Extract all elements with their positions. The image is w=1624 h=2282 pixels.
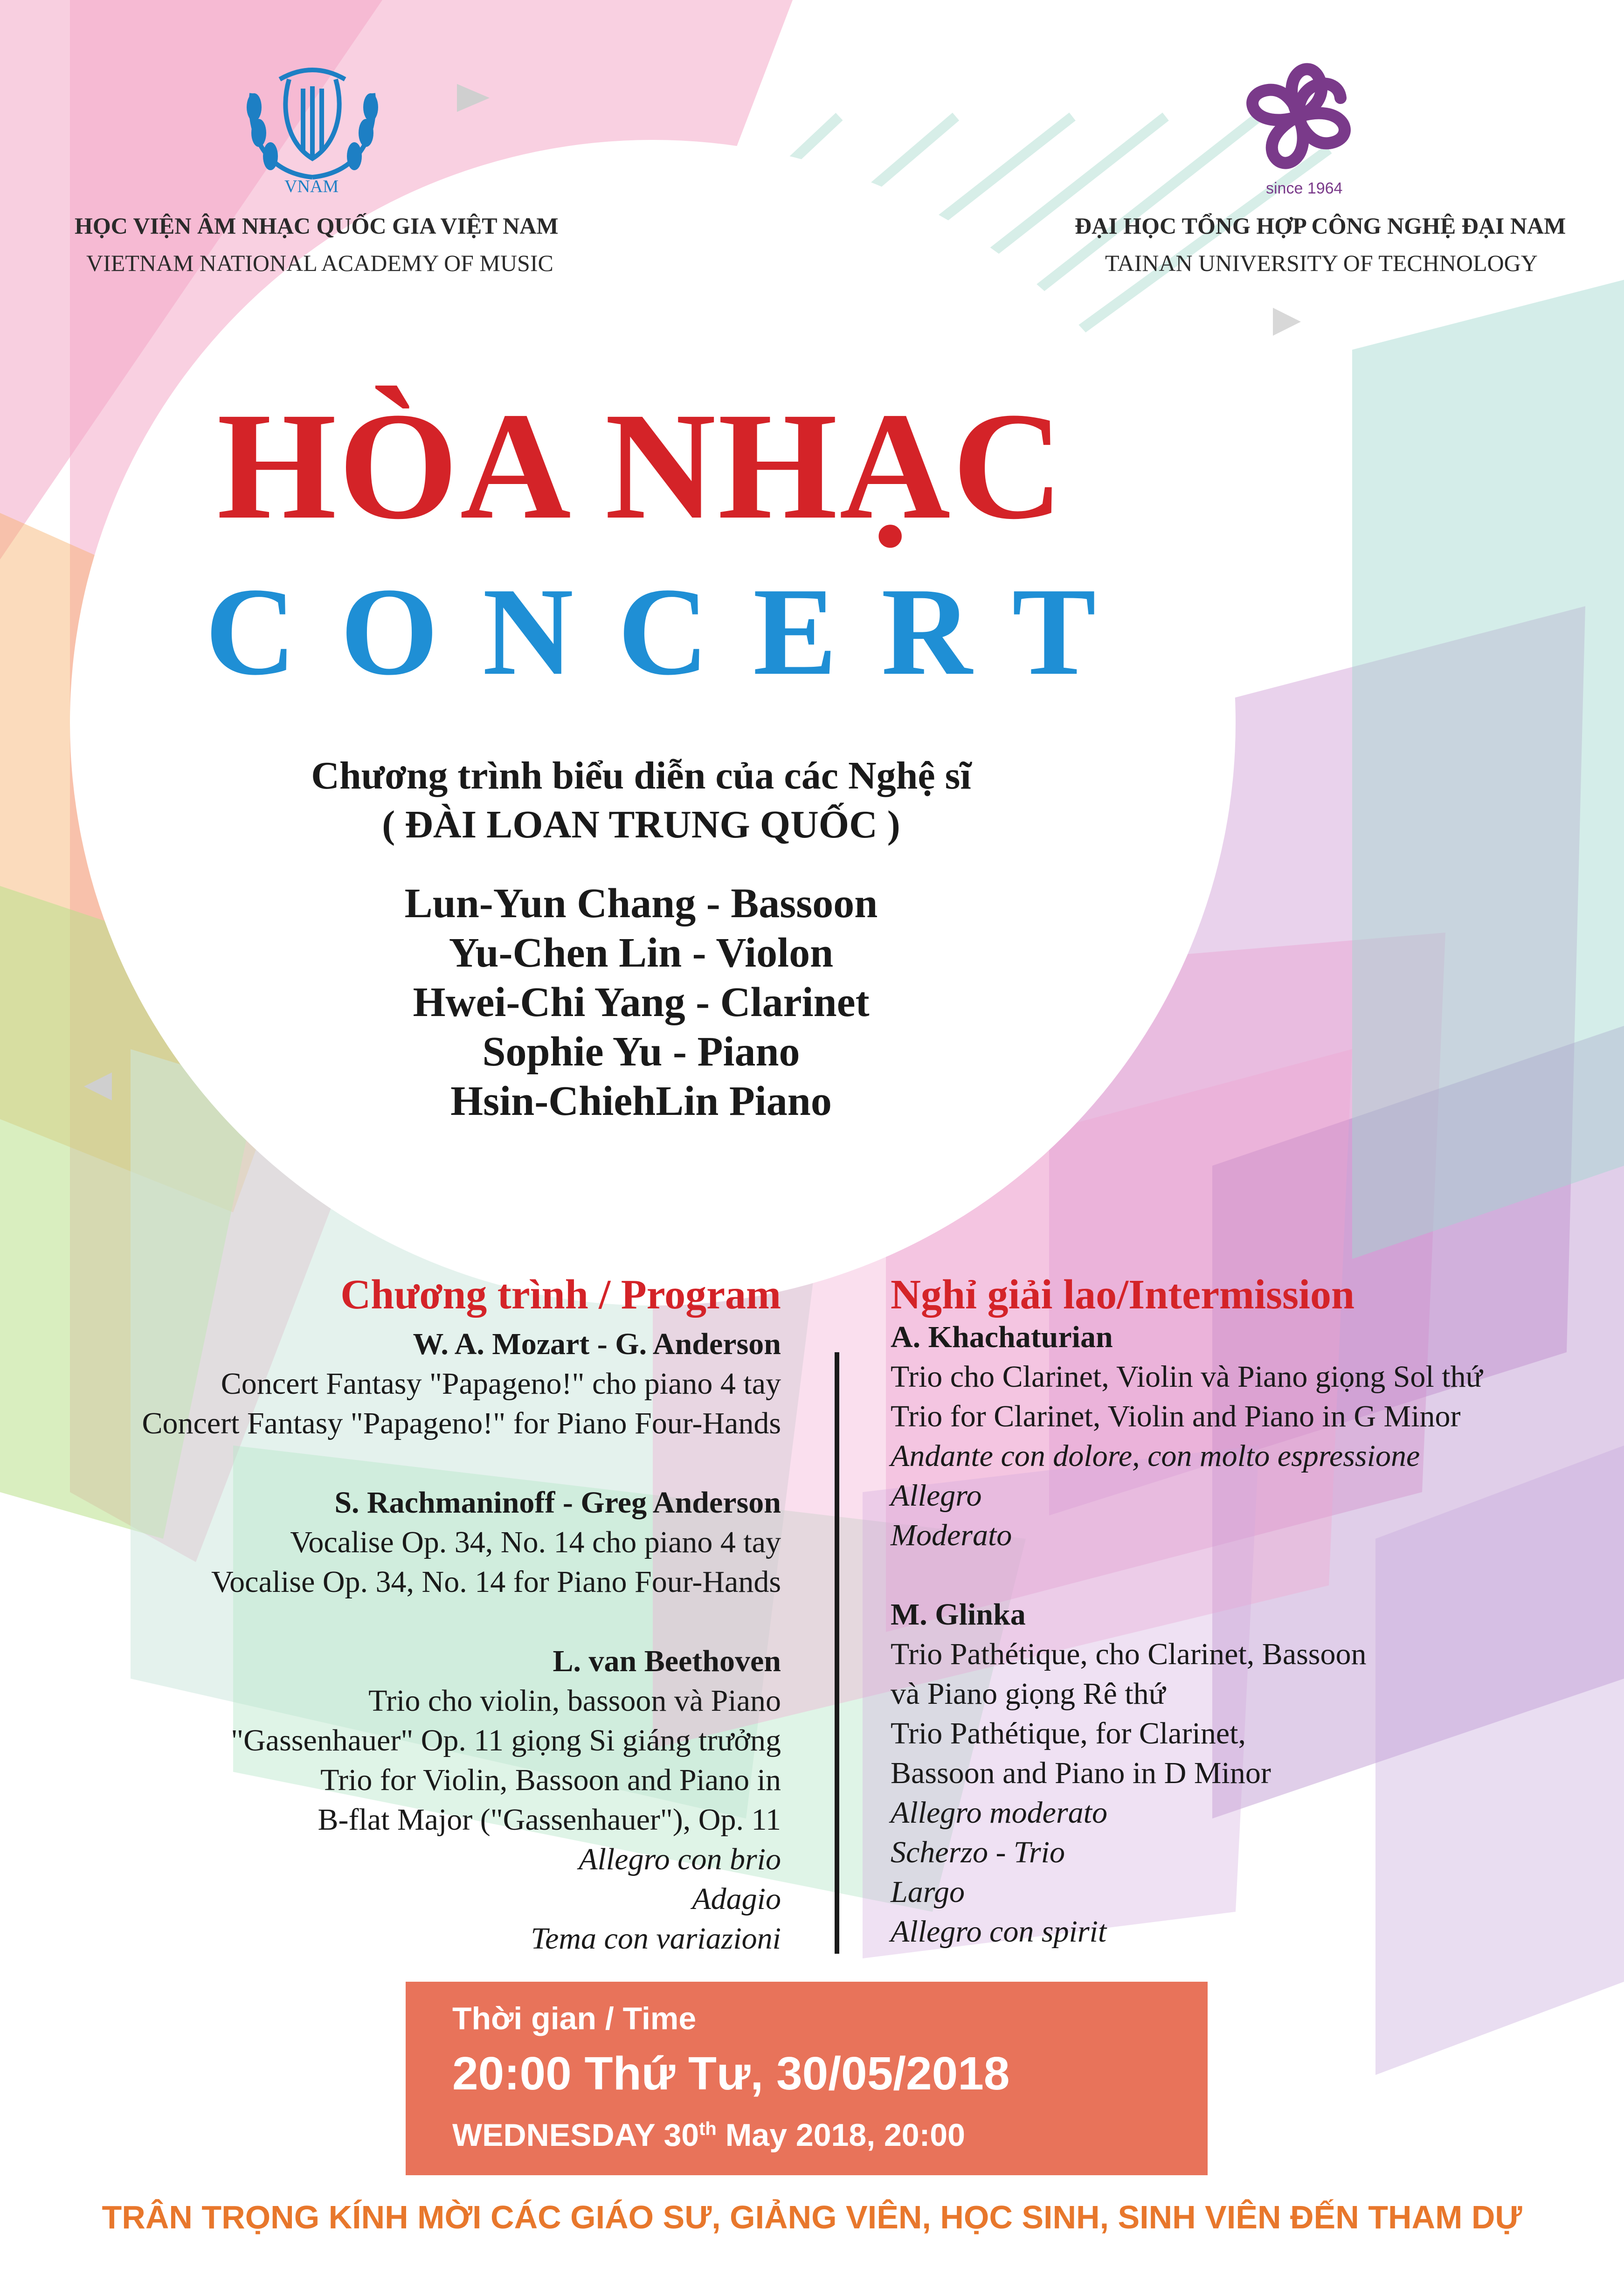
time-en (452, 2117, 965, 2153)
intermission-movement: Largo (891, 1875, 965, 1909)
time-en-sup: th (699, 2118, 717, 2139)
intermission-movement: Allegro con spirit (891, 1915, 1107, 1949)
time-vn: 20:00 Thứ Tư, 30/05/2018 (452, 2047, 1010, 2100)
artist-5: Hsin-ChiehLin Piano (450, 1078, 832, 1124)
program-movement: Allegro con brio (579, 1842, 781, 1876)
program-piece-line: Concert Fantasy "Papageno!" cho piano 4 tay (221, 1367, 781, 1401)
program-piece-line: Vocalise Op. 34, No. 14 for Piano Four-Hands (211, 1565, 781, 1599)
program-piece-line: B-flat Major ("Gassenhauer"), Op. 11 (318, 1803, 781, 1837)
intermission-piece-line: Trio cho Clarinet, Violin và Piano giọng Sol thứ (891, 1360, 1483, 1394)
tainan-since: since 1964 (1266, 180, 1343, 197)
vnam-logo (219, 51, 406, 201)
time-en-after: May 2018, 20:00 (716, 2117, 965, 2153)
artist-4: Sophie Yu - Piano (482, 1029, 800, 1075)
program-composer: S. Rachmaninoff - Greg Anderson (334, 1486, 781, 1520)
program-piece-line: Trio for Violin, Bassoon and Piano in (320, 1763, 781, 1797)
intermission-composer: A. Khachaturian (891, 1320, 1113, 1354)
flower-knot-icon (1222, 47, 1375, 187)
artist-3: Hwei-Chi Yang - Clarinet (413, 979, 870, 1025)
intermission-piece-line: Trio Pathétique, cho Clarinet, Bassoon (891, 1637, 1367, 1671)
intermission-movement: Andante con dolore, con molto espressione (891, 1439, 1420, 1473)
intro-line-2: ( ĐÀI LOAN TRUNG QUỐC ) (382, 803, 900, 846)
intermission-heading: Nghỉ giải lao/Intermission (891, 1272, 1355, 1318)
intermission-piece-line: Trio for Clarinet, Violin and Piano in G Minor (891, 1399, 1461, 1433)
program-piece-line: "Gassenhauer" Op. 11 giọng Si giáng trưởng (231, 1723, 781, 1757)
artist-1: Lun-Yun Chang - Bassoon (404, 880, 878, 927)
intermission-movement: Allegro moderato (891, 1796, 1107, 1830)
program-movement: Tema con variazioni (531, 1922, 781, 1956)
artist-2: Yu-Chen Lin - Violon (449, 930, 834, 976)
intermission-piece-line: Trio Pathétique, for Clarinet, (891, 1716, 1246, 1750)
vnam-logo-text: VNAM (284, 177, 339, 196)
program-piece-line: Concert Fantasy "Papageno!" for Piano Four-Hands (142, 1406, 781, 1440)
intermission-piece-line: Bassoon and Piano in D Minor (891, 1756, 1271, 1790)
intermission-movement: Scherzo - Trio (891, 1835, 1065, 1869)
program-list (142, 1324, 781, 1958)
intermission-piece-line: và Piano giọng Rê thứ (891, 1677, 1166, 1711)
intermission-movement: Allegro (891, 1479, 982, 1513)
program-piece-line: Vocalise Op. 34, No. 14 cho piano 4 tay (290, 1525, 781, 1559)
intermission-movement: Moderato (891, 1518, 1012, 1552)
tainan-name-vn: ĐẠI HỌC TỔNG HỢP CÔNG NGHỆ ĐẠI NAM (1075, 213, 1566, 239)
time-label: Thời gian / Time (452, 2001, 697, 2036)
intermission-composer: M. Glinka (891, 1597, 1026, 1632)
program-composer: L. van Beethoven (553, 1644, 781, 1678)
vnam-name-en: VIETNAM NATIONAL ACADEMY OF MUSIC (86, 250, 553, 276)
title-vn: HÒA NHẠC (217, 381, 1065, 551)
intermission-list (891, 1317, 1482, 1951)
program-piece-line: Trio cho violin, bassoon và Piano (368, 1684, 781, 1718)
program-composer: W. A. Mozart - G. Anderson (413, 1327, 781, 1361)
vnam-name-vn: HỌC VIỆN ÂM NHẠC QUỐC GIA VIỆT NAM (75, 213, 559, 239)
column-divider (835, 1352, 839, 1954)
intro-line-1: Chương trình biểu diễn của các Nghệ sĩ (311, 754, 971, 797)
tainan-logo (1222, 47, 1375, 201)
tainan-name-en: TAINAN UNIVERSITY OF TECHNOLOGY (1105, 250, 1538, 276)
invitation-text: TRÂN TRỌNG KÍNH MỜI CÁC GIÁO SƯ, GIẢNG VIÊN, HỌC SINH, SINH VIÊN ĐẾN THAM DỰ (102, 2199, 1522, 2235)
program-movement: Adagio (692, 1882, 781, 1916)
title-en: CONCERT (205, 562, 1140, 701)
program-heading: Chương trình / Program (340, 1272, 781, 1318)
time-box (406, 1982, 1208, 2175)
time-en-before: WEDNESDAY 30 (452, 2117, 699, 2153)
